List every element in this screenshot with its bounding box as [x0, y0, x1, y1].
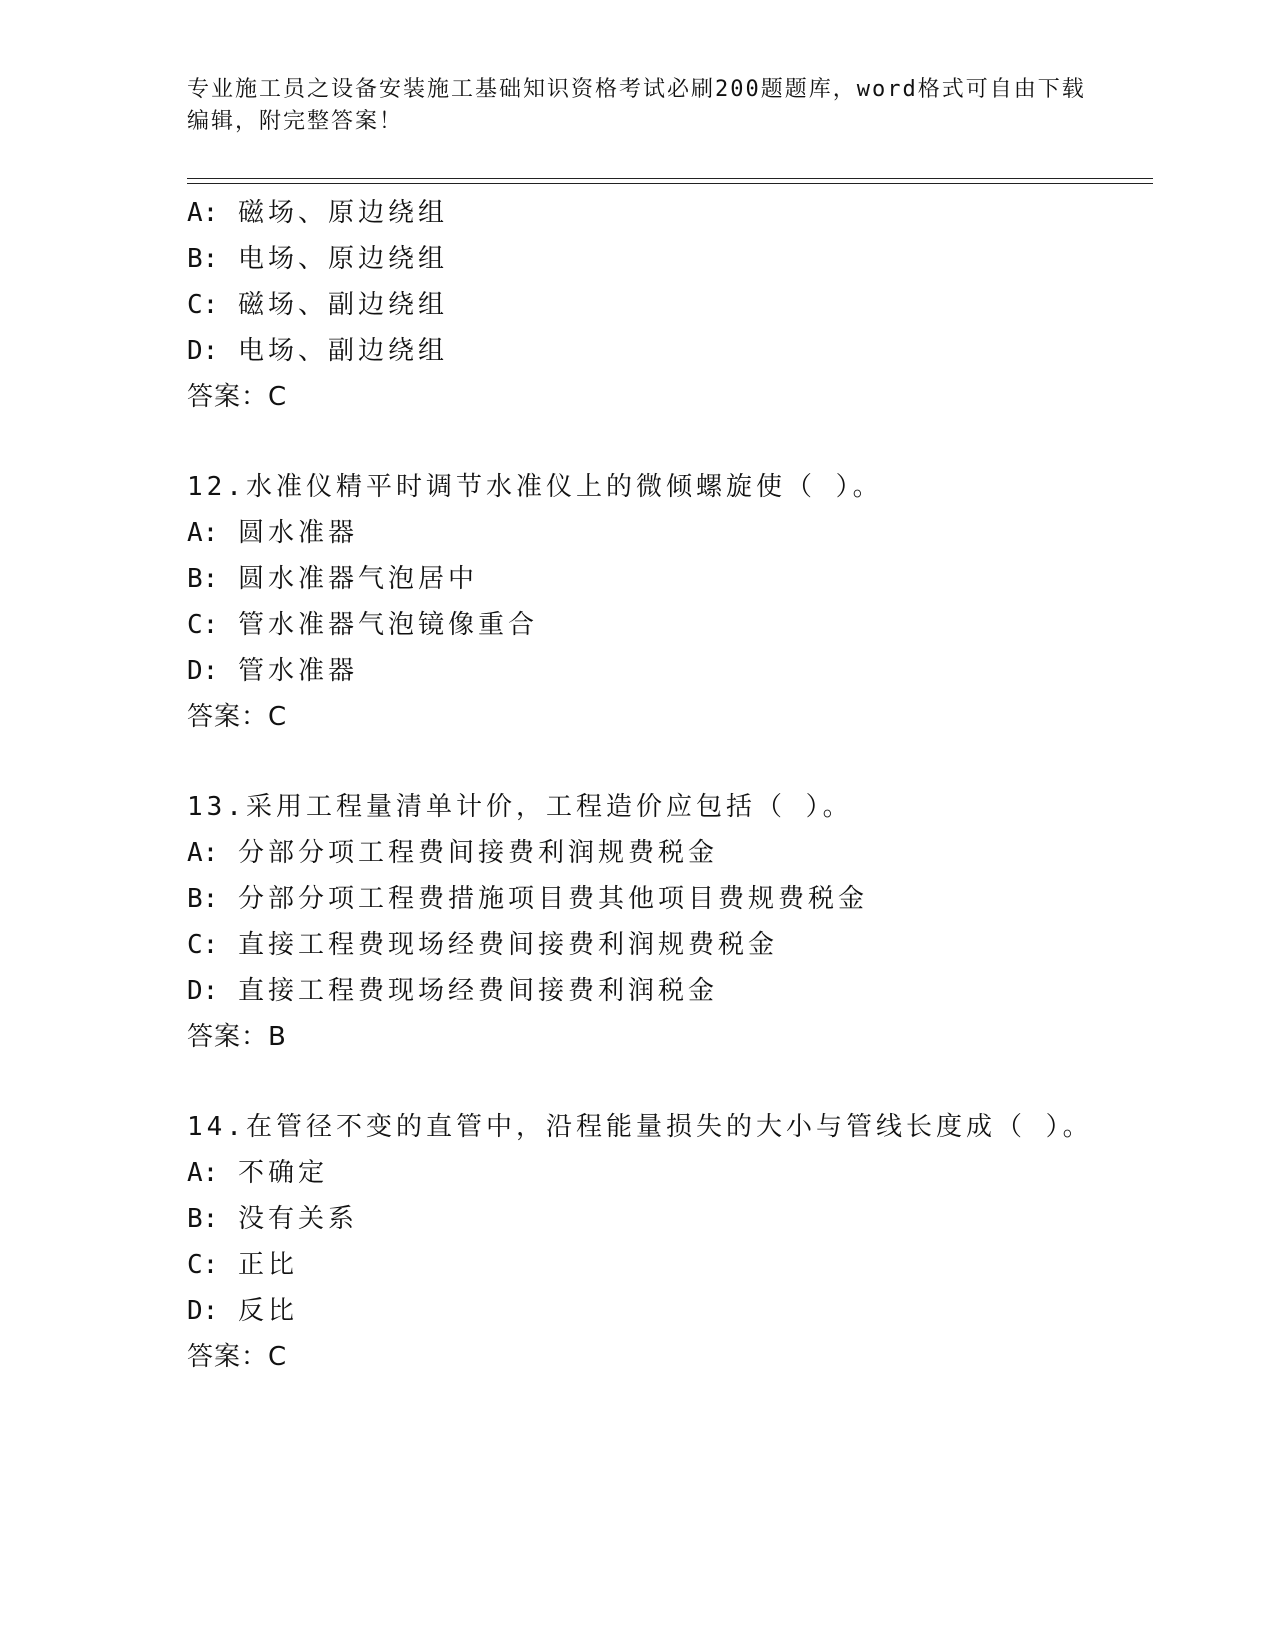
answer: 答案：B	[187, 1022, 287, 1052]
option-a: A: 不确定	[187, 1158, 328, 1188]
answer: 答案：C	[187, 1342, 288, 1372]
option-b: B: 没有关系	[187, 1204, 358, 1234]
question-list	[187, 190, 1147, 1380]
answer: 答案：C	[187, 702, 288, 732]
option-a: A: 圆水准器	[187, 518, 358, 548]
question-block-12	[187, 464, 1147, 740]
question-stem: 13.采用工程量清单计价，工程造价应包括（ ）。	[187, 792, 853, 822]
header-divider-top	[187, 178, 1153, 179]
option-d: D: 反比	[187, 1296, 298, 1326]
option-b: B: 圆水准器气泡居中	[187, 564, 478, 594]
answer: 答案：C	[187, 382, 288, 412]
option-d: D: 电场、副边绕组	[187, 336, 448, 366]
question-stem: 12.水准仪精平时调节水准仪上的微倾螺旋使（ ）。	[187, 472, 883, 502]
option-c: C: 磁场、副边绕组	[187, 290, 448, 320]
option-b: B: 电场、原边绕组	[187, 244, 448, 274]
question-block-11	[187, 190, 1147, 420]
question-stem: 14.在管径不变的直管中，沿程能量损失的大小与管线长度成（ ）。	[187, 1112, 1093, 1142]
option-a: A: 分部分项工程费间接费利润规费税金	[187, 838, 718, 868]
option-d: D: 管水准器	[187, 656, 358, 686]
question-block-13	[187, 784, 1147, 1060]
question-block-14	[187, 1104, 1147, 1380]
option-b: B: 分部分项工程费措施项目费其他项目费规费税金	[187, 884, 868, 914]
header-text: 专业施工员之设备安装施工基础知识资格考试必刷200题题库，word格式可自由下载编辑，附完整答案！	[187, 77, 1086, 134]
option-c: C: 正比	[187, 1250, 298, 1280]
document-header	[187, 74, 1087, 138]
option-d: D: 直接工程费现场经费间接费利润税金	[187, 976, 718, 1006]
header-divider-bottom	[187, 183, 1153, 184]
option-a: A: 磁场、原边绕组	[187, 198, 448, 228]
option-c: C: 直接工程费现场经费间接费利润规费税金	[187, 930, 778, 960]
option-c: C: 管水准器气泡镜像重合	[187, 610, 538, 640]
